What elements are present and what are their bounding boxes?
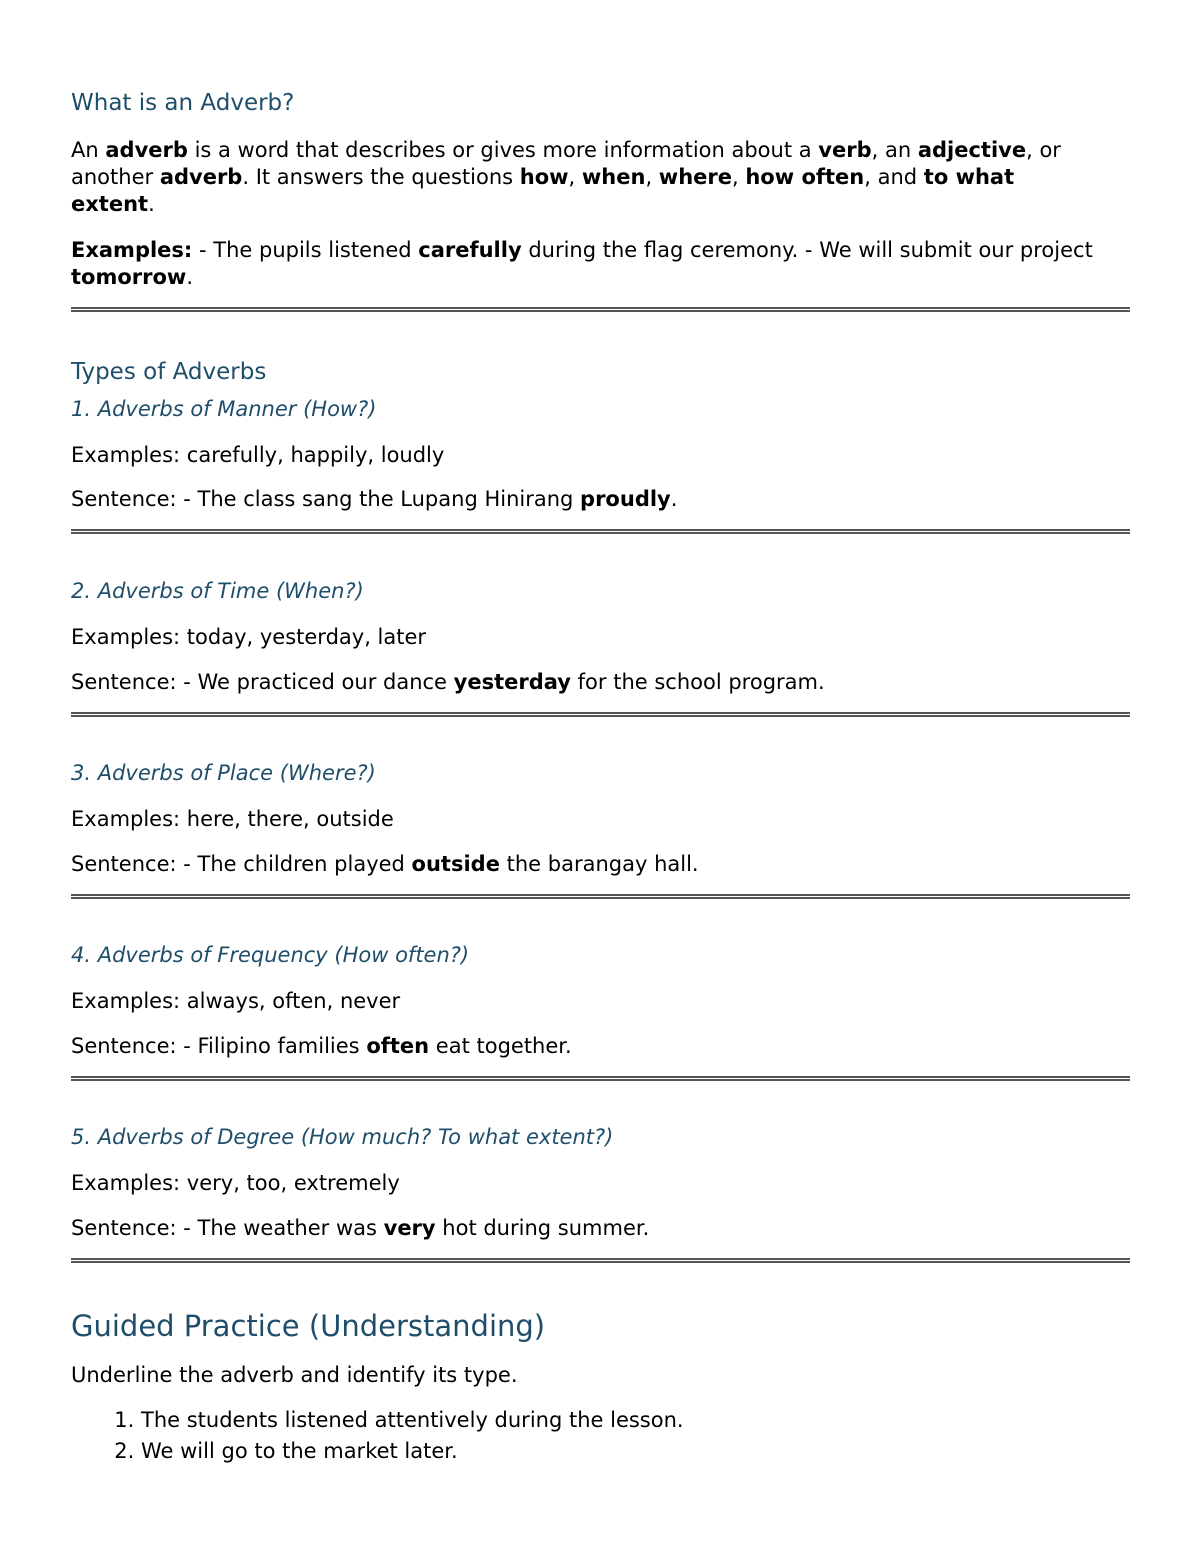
intro-title: What is an Adverb? (71, 90, 295, 116)
section-divider (71, 712, 1130, 717)
list-item: 1. The students listened attentively during the lesson. (141, 1405, 1200, 1436)
type-examples-time: Examples: today, yesterday, later (71, 625, 427, 649)
type-sentence-manner: Sentence: - The class sang the Lupang Hinirang proudly. (71, 487, 678, 511)
type-examples-manner: Examples: carefully, happily, loudly (71, 443, 445, 467)
section-divider (71, 307, 1130, 312)
type-heading-manner: 1. Adverbs of Manner (How?) (71, 397, 377, 421)
type-examples-degree: Examples: very, too, extremely (71, 1171, 400, 1195)
type-sentence-place: Sentence: - The children played outside the barangay hall. (71, 852, 699, 876)
types-title: Types of Adverbs (71, 359, 267, 385)
intro-definition: An adverb is a word that describes or gives more information about a verb, an adjective, or another adverb. It answers the questions how, when, where, how often, and to what extent. (71, 138, 1061, 216)
practice-title: Guided Practice (Understanding) (71, 1309, 546, 1343)
practice-list (71, 1405, 1200, 1467)
type-heading-degree: 5. Adverbs of Degree (How much? To what extent?) (71, 1125, 614, 1149)
list-item: 2. We will go to the market later. (141, 1436, 1200, 1467)
type-heading-frequency: 4. Adverbs of Frequency (How often?) (71, 943, 470, 967)
section-divider (71, 894, 1130, 899)
type-examples-place: Examples: here, there, outside (71, 807, 394, 831)
section-divider (71, 1076, 1130, 1081)
type-examples-frequency: Examples: always, often, never (71, 989, 401, 1013)
type-heading-place: 3. Adverbs of Place (Where?) (71, 761, 376, 785)
intro-examples: Examples: - The pupils listened carefully during the flag ceremony. - We will submit our project tomorrow. (71, 238, 1093, 289)
type-heading-time: 2. Adverbs of Time (When?) (71, 579, 364, 603)
practice-instruction: Underline the adverb and identify its type. (71, 1363, 518, 1387)
section-divider (71, 529, 1130, 534)
type-sentence-time: Sentence: - We practiced our dance yesterday for the school program. (71, 670, 825, 694)
type-sentence-frequency: Sentence: - Filipino families often eat together. (71, 1034, 572, 1058)
type-sentence-degree: Sentence: - The weather was very hot during summer. (71, 1216, 650, 1240)
section-divider (71, 1258, 1130, 1263)
